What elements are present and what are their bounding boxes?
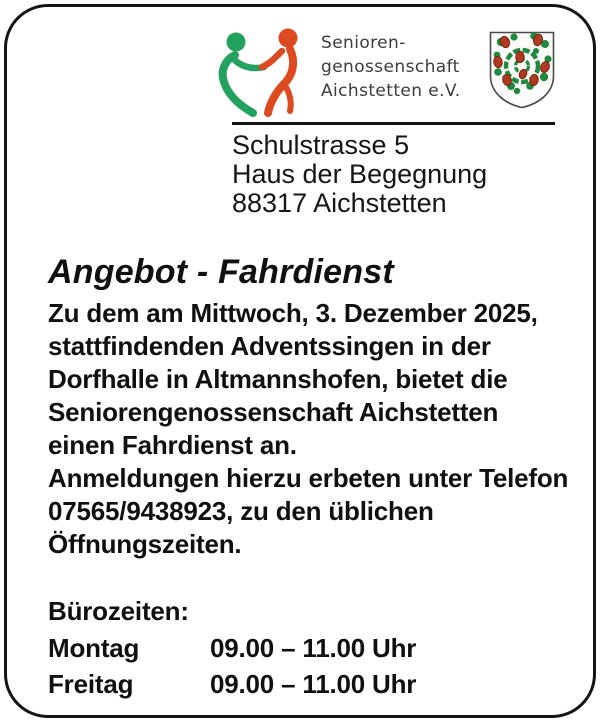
body-line: Seniorengenossenschaft Aichstetten <box>48 397 499 427</box>
office-hours-heading: Bürozeiten: <box>48 596 189 626</box>
address <box>232 131 487 218</box>
body-line: Öffnungszeiten. <box>48 529 242 559</box>
office-hours-row <box>48 630 416 667</box>
coat-of-arms-icon <box>487 29 557 111</box>
body-line: Dorfhalle in Altmannshofen, bietet die <box>48 364 508 394</box>
org-name-line: Senioren- <box>321 33 406 53</box>
day-label: Freitag <box>48 669 134 699</box>
logo-people-heart-icon <box>211 26 313 120</box>
body-line: einen Fahrdienst an. <box>48 430 297 460</box>
day-label: Montag <box>48 632 140 663</box>
body-line: 07565/9438923, zu den üblichen <box>48 496 434 526</box>
address-line: Haus der Begegnung <box>232 159 488 189</box>
page-title: Angebot - Fahrdienst <box>48 253 394 291</box>
body-text <box>48 297 578 561</box>
time-value: 09.00 – 11.00 Uhr <box>210 632 417 663</box>
org-name-line: genossenschaft <box>321 57 460 77</box>
address-line: Schulstrasse 5 <box>232 130 410 160</box>
header-divider <box>232 122 555 125</box>
address-line: 88317 Aichstetten <box>232 188 447 218</box>
org-name-line: Aichstetten e.V. <box>321 81 461 101</box>
body-line: Zu dem am Mittwoch, 3. Dezember 2025, <box>48 298 538 328</box>
org-name <box>321 31 461 103</box>
office-hours <box>48 593 416 703</box>
body-line: stattfindenden Adventssingen in der <box>48 331 491 361</box>
office-hours-row <box>48 666 416 703</box>
time-value: 09.00 – 11.00 Uhr <box>210 669 417 699</box>
body-line: Anmeldungen hierzu erbeten unter Telefon <box>48 463 569 493</box>
